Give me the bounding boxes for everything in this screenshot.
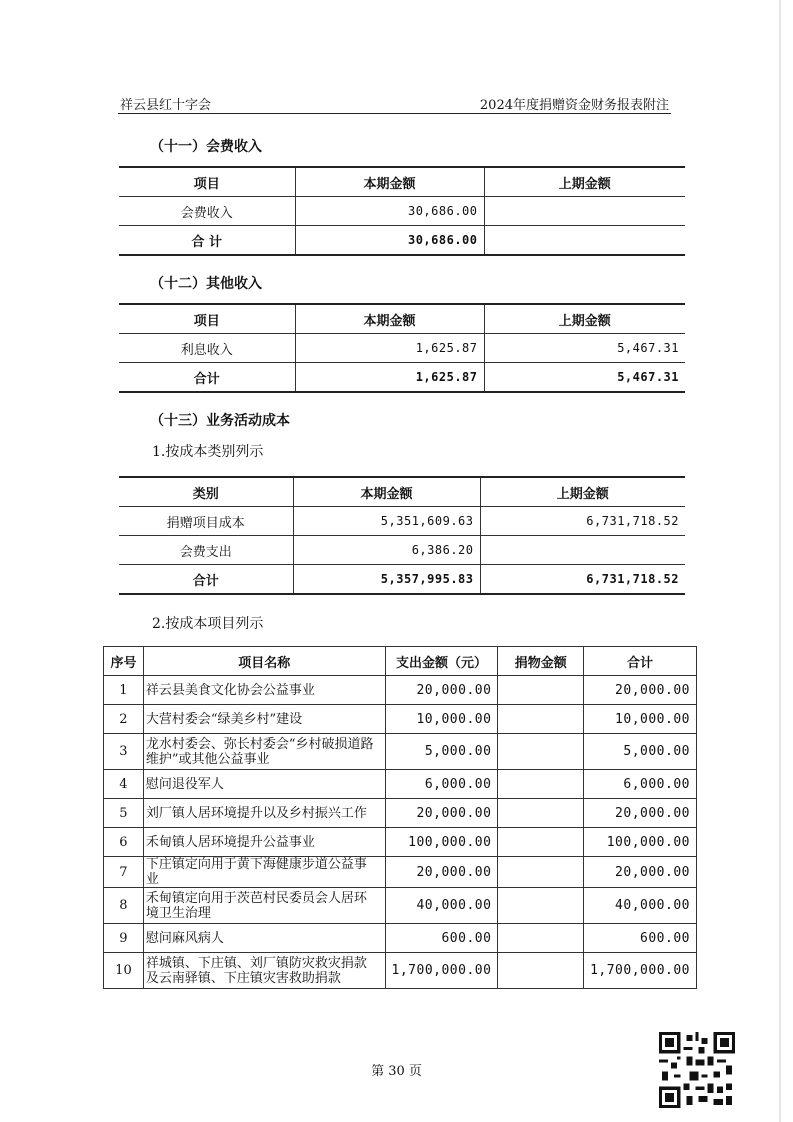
table-row [119,507,685,536]
col-previous: 上期金额 [484,304,685,334]
total-row [119,363,685,393]
row-expense: 5,000.00 [385,734,498,770]
table-header-row [119,304,685,334]
row-total: 20,000.00 [584,676,697,705]
row-project-name: 慰问退役军人 [143,770,385,799]
total-previous: 6,731,718.52 [480,565,685,595]
col-current: 本期金额 [295,167,484,197]
header-doc-title: 2024年度捐赠资金财务报表附注 [479,98,669,113]
row-current: 6,386.20 [293,536,480,565]
row-total: 20,000.00 [584,857,697,888]
total-row [119,226,685,256]
table-row [119,536,685,565]
row-total: 1,700,000.00 [584,953,697,989]
row-expense: 20,000.00 [385,676,498,705]
row-current: 1,625.87 [295,334,484,363]
total-previous: 5,467.31 [484,363,685,393]
row-project-name: 禾甸镇人居环境提升公益事业 [143,828,385,857]
col-item: 项目 [119,167,295,197]
row-expense: 20,000.00 [385,857,498,888]
total-label: 合计 [119,363,295,393]
col-previous: 上期金额 [484,167,685,197]
row-goods [498,770,584,799]
table-row [104,828,697,857]
row-project-name: 大营村委会“绿美乡村”建设 [143,705,385,734]
table-row [104,924,697,953]
table-row [104,953,697,989]
col-category: 类别 [119,477,293,507]
row-expense: 40,000.00 [385,888,498,924]
subsection-by-category: 1.按成本类别列示 [152,444,264,460]
table-header-row [104,647,697,676]
row-no: 1 [104,676,144,705]
row-previous: 5,467.31 [484,334,685,363]
table-row [119,197,685,226]
row-expense: 20,000.00 [385,799,498,828]
row-no: 7 [104,857,144,888]
row-total: 600.00 [584,924,697,953]
col-expense: 支出金额（元） [385,647,498,676]
row-expense: 100,000.00 [385,828,498,857]
row-no: 6 [104,828,144,857]
row-no: 8 [104,888,144,924]
subsection-by-project: 2.按成本项目列示 [152,616,264,632]
other-income-table [119,303,685,393]
row-item: 利息收入 [119,334,295,363]
row-previous [484,197,685,226]
col-previous: 上期金额 [480,477,685,507]
row-item: 捐赠项目成本 [119,507,293,536]
row-previous [480,536,685,565]
col-no: 序号 [104,647,144,676]
row-goods [498,888,584,924]
row-goods [498,799,584,828]
table-row [104,857,697,888]
row-project-name: 禾甸镇定向用于茨芭村民委员会人居环境卫生治理 [143,888,385,924]
page-number: 第 30 页 [371,1064,422,1079]
row-current: 30,686.00 [295,197,484,226]
row-project-name: 祥城镇、下庄镇、刘厂镇防灾救灾捐款及云南驿镇、下庄镇灾害救助捐款 [143,953,385,989]
col-current: 本期金额 [293,477,480,507]
section-13-title: （十三）业务活动成本 [150,413,290,429]
row-total: 40,000.00 [584,888,697,924]
row-total: 6,000.00 [584,770,697,799]
row-project-name: 下庄镇定向用于黄下海健康步道公益事业 [143,857,385,888]
row-item: 会费支出 [119,536,293,565]
col-goods: 捐物金额 [498,647,584,676]
row-item: 会费收入 [119,197,295,226]
col-total: 合计 [584,647,697,676]
row-total: 20,000.00 [584,799,697,828]
total-label: 合 计 [119,226,295,256]
row-goods [498,857,584,888]
section-11-title: （十一）会费收入 [150,139,262,155]
row-no: 5 [104,799,144,828]
table-header-row [119,477,685,507]
row-no: 9 [104,924,144,953]
cost-by-project-table [103,646,697,989]
row-expense: 1,700,000.00 [385,953,498,989]
table-header-row [119,167,685,197]
total-current: 30,686.00 [295,226,484,256]
scan-edge [779,0,781,1122]
row-goods [498,828,584,857]
header-org: 祥云县红十字会 [120,98,212,113]
row-project-name: 慰问麻风病人 [143,924,385,953]
row-project-name: 龙水村委会、弥长村委会“乡村破损道路维护”或其他公益事业 [143,734,385,770]
total-previous [484,226,685,256]
table-row [104,676,697,705]
section-12-title: （十二）其他收入 [150,276,262,292]
row-no: 2 [104,705,144,734]
table-row [104,734,697,770]
row-project-name: 祥云县美食文化协会公益事业 [143,676,385,705]
row-previous: 6,731,718.52 [480,507,685,536]
table-row [104,799,697,828]
row-no: 10 [104,953,144,989]
row-expense: 10,000.00 [385,705,498,734]
total-current: 5,357,995.83 [293,565,480,595]
row-goods [498,953,584,989]
total-label: 合计 [119,565,293,595]
row-total: 5,000.00 [584,734,697,770]
row-goods [498,705,584,734]
row-goods [498,734,584,770]
row-no: 3 [104,734,144,770]
row-expense: 6,000.00 [385,770,498,799]
table-row [104,888,697,924]
row-goods [498,924,584,953]
col-current: 本期金额 [295,304,484,334]
row-no: 4 [104,770,144,799]
cost-by-category-table [119,476,685,595]
table-row [119,334,685,363]
total-current: 1,625.87 [295,363,484,393]
col-project-name: 项目名称 [143,647,385,676]
table-row [104,705,697,734]
table-row [104,770,697,799]
row-project-name: 刘厂镇人居环境提升以及乡村振兴工作 [143,799,385,828]
row-total: 10,000.00 [584,705,697,734]
membership-income-table [119,166,685,256]
qr-code-icon [659,1032,735,1108]
total-row [119,565,685,595]
col-item: 项目 [119,304,295,334]
row-goods [498,676,584,705]
header-rule [118,113,671,114]
row-total: 100,000.00 [584,828,697,857]
row-expense: 600.00 [385,924,498,953]
row-current: 5,351,609.63 [293,507,480,536]
